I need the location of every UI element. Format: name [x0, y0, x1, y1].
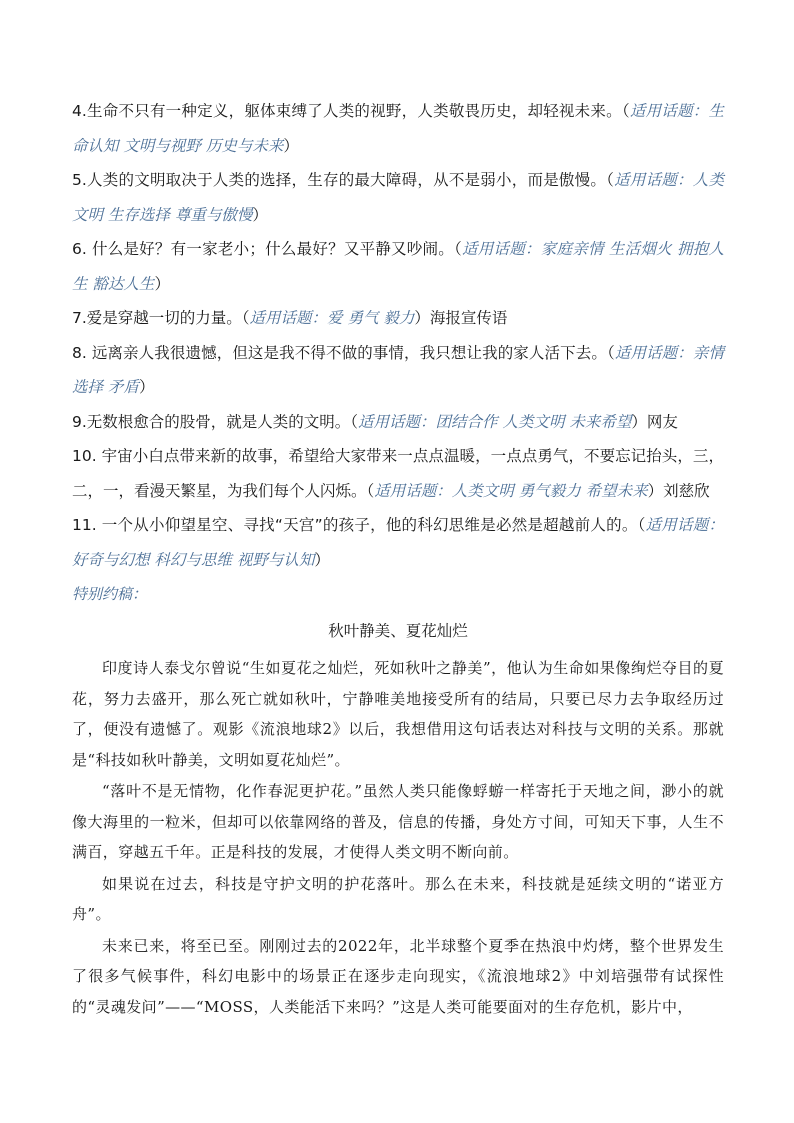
- quote-tail: ）网友: [631, 412, 678, 431]
- topic-tags: 适用话题：团结合作 人类文明 未来希望: [358, 412, 632, 431]
- quote-text: 4.生命不只有一种定义，躯体束缚了人类的视野，人类敬畏历史，却轻视未来。（: [72, 102, 630, 120]
- section-label: 特别约稿：: [72, 585, 148, 603]
- essay: [72, 613, 724, 1022]
- quote-tail: ）: [314, 550, 330, 569]
- quote-text: 7.爱是穿越一切的力量。（: [72, 309, 250, 327]
- quote-tail: ）: [252, 205, 268, 224]
- quote-tail: ）: [154, 274, 170, 293]
- quote-item-5: [72, 163, 724, 232]
- topic-tags: 适用话题：好奇与幻想 科幻与思维 视野与认知: [72, 516, 724, 569]
- essay-title: 秋叶静美、夏花灿烂: [328, 622, 468, 640]
- quote-item-8: [72, 336, 724, 405]
- quote-text: 9.无数根愈合的股骨，就是人类的文明。（: [72, 412, 359, 431]
- essay-paragraph-4: 未来已来，将至已至。刚刚过去的2022年，北半球整个夏季在热浪中灼烤，整个世界发生了很多气候事件，科幻电影中的场景正在逐步走向现实，《流浪地球2》中刘培强带有试探性的“灵魂发问”——“MOSS，人类能活下来吗？”这是人类可能要面对的生存危机，影片中，: [72, 936, 724, 1016]
- topic-tags: 适用话题：亲情 选择 矛盾: [72, 343, 724, 396]
- quote-text: 10. 宇宙小白点带来新的故事，希望给大家带来一点点温暖，一点点勇气，不要忘记抬头，三，二，一，看漫天繁星，为我们每个人闪烁。（: [72, 447, 724, 500]
- quote-text: 11. 一个从小仰望星空、寻找“天宫”的孩子，他的科幻思维是必然是超越前人的。（: [72, 516, 646, 534]
- quote-item-4: [72, 94, 724, 163]
- topic-tags: 适用话题：人类文明 勇气毅力 希望未来: [374, 481, 648, 500]
- topic-tags: 适用话题：生命认知 文明与视野 历史与未来: [72, 102, 724, 155]
- topic-tags: 适用话题：爱 勇气 毅力: [249, 309, 415, 327]
- document-page: [72, 94, 724, 1023]
- quote-text: 6. 什么是好？有一家老小；什么最好？又平静又吵闹。（: [72, 240, 463, 258]
- quote-item-6: [72, 232, 724, 301]
- quote-tail: ）海报宣传语: [414, 309, 508, 327]
- quote-tail: ）刘慈欣: [647, 481, 710, 500]
- essay-paragraph-3: 如果说在过去，科技是守护文明的护花落叶。那么在未来，科技就是延续文明的“诺亚方舟”。: [72, 874, 724, 923]
- quote-item-10: [72, 439, 724, 508]
- quote-text: 5.人类的文明取决于人类的选择，生存的最大障碍，从不是弱小，而是傲慢。（: [72, 171, 615, 189]
- quote-item-7: [72, 301, 724, 336]
- essay-paragraph-1: 印度诗人泰戈尔曾说“生如夏花之灿烂，死如秋叶之静美”，他认为生命如果像绚烂夺目的夏花，努力去盛开，那么死亡就如秋叶，宁静唯美地接受所有的结局，只要已尽力去争取经历过了，便没有遗憾了。观影《流浪地球2》以后，我想借用这句话表达对科技与文明的关系。那就是“科技如秋叶静美，文明如夏花灿烂”。: [72, 659, 724, 769]
- quote-list: [72, 94, 724, 577]
- quote-item-9: [72, 405, 724, 440]
- quote-item-11: [72, 508, 724, 577]
- quote-tail: ）: [283, 136, 299, 155]
- essay-paragraph-2: “落叶不是无情物，化作春泥更护花。”虽然人类只能像蜉蝣一样寄托于天地之间，渺小的就像大海里的一粒米，但却可以依靠网络的普及，信息的传播，身处方寸间，可知天下事，人生不满百，穿越五千年。正是科技的发展，才使得人类文明不断向前。: [72, 782, 724, 861]
- topic-tags: 适用话题：人类文明 生存选择 尊重与傲慢: [72, 171, 724, 224]
- topic-tags: 适用话题：家庭亲情 生活烟火 拥抱人生 豁达人生: [72, 240, 725, 293]
- quote-tail: ）: [138, 378, 155, 396]
- quote-text: 8. 远离亲人我很遗憾，但这是我不得不做的事情，我只想让我的家人活下去。（: [72, 343, 615, 362]
